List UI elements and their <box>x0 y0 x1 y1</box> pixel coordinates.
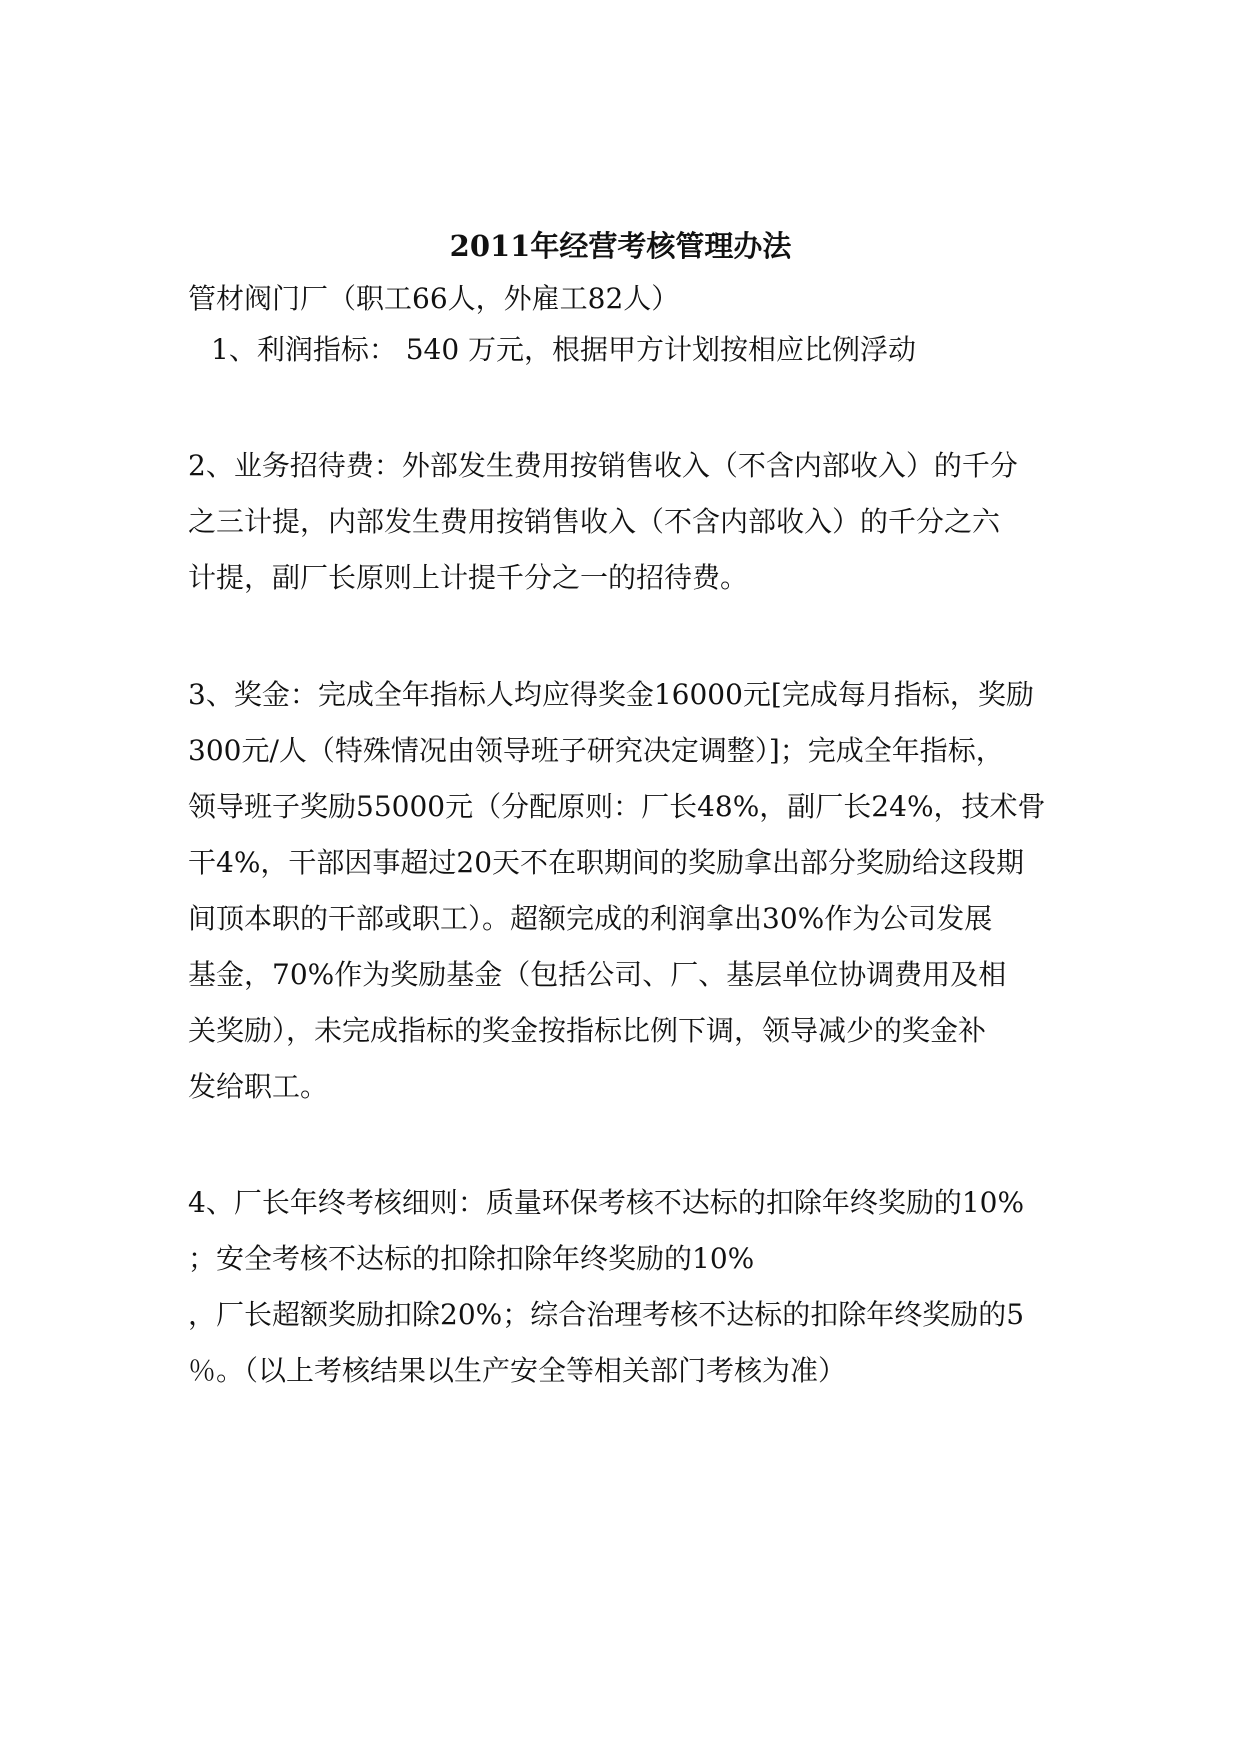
section-4-line-4: ％。（以上考核结果以生产安全等相关部门考核为准） <box>188 1354 847 1387</box>
section-3-line-4: 干4%，干部因事超过20天不在职期间的奖励拿出部分奖励给这段期 <box>188 846 1025 879</box>
section-3-line-5: 间顶本职的干部或职工）。超额完成的利润拿出30%作为公司发展 <box>188 902 993 935</box>
section-4-line-1: 4、厂长年终考核细则：质量环保考核不达标的扣除年终奖励的10% <box>188 1186 1025 1219</box>
section-3-line-1: 3、奖金：完成全年指标人均应得奖金16000元[完成每月指标，奖励 <box>188 678 1034 711</box>
section-4-line-3: ，厂长超额奖励扣除20%；综合治理考核不达标的扣除年终奖励的5 <box>188 1298 1025 1331</box>
section-3-line-2: 300元/人（特殊情况由领导班子研究决定调整）]；完成全年指标， <box>188 734 1004 767</box>
section-1-line-1: 1、利润指标： 540 万元，根据甲方计划按相应比例浮动 <box>211 333 917 366</box>
document-subtitle: 管材阀门厂（职工66人，外雇工82人） <box>188 282 680 315</box>
section-2-line-3: 计提，副厂长原则上计提千分之一的招待费。 <box>188 561 749 594</box>
section-4-line-2: ；安全考核不达标的扣除扣除年终奖励的10% <box>188 1242 755 1275</box>
section-3-line-6: 基金，70%作为奖励基金（包括公司、厂、基层单位协调费用及相 <box>188 958 1007 991</box>
document-title: 2011年经营考核管理办法 <box>449 229 792 263</box>
section-3-line-8: 发给职工。 <box>188 1070 329 1103</box>
section-2-line-1: 2、业务招待费：外部发生费用按销售收入（不含内部收入）的千分 <box>188 449 1018 482</box>
section-3-line-3: 领导班子奖励55000元（分配原则：厂长48%，副厂长24%，技术骨 <box>188 790 1046 823</box>
section-2-line-2: 之三计提，内部发生费用按销售收入（不含内部收入）的千分之六 <box>188 505 1001 538</box>
section-3-line-7: 关奖励），未完成指标的奖金按指标比例下调，领导减少的奖金补 <box>188 1014 987 1047</box>
